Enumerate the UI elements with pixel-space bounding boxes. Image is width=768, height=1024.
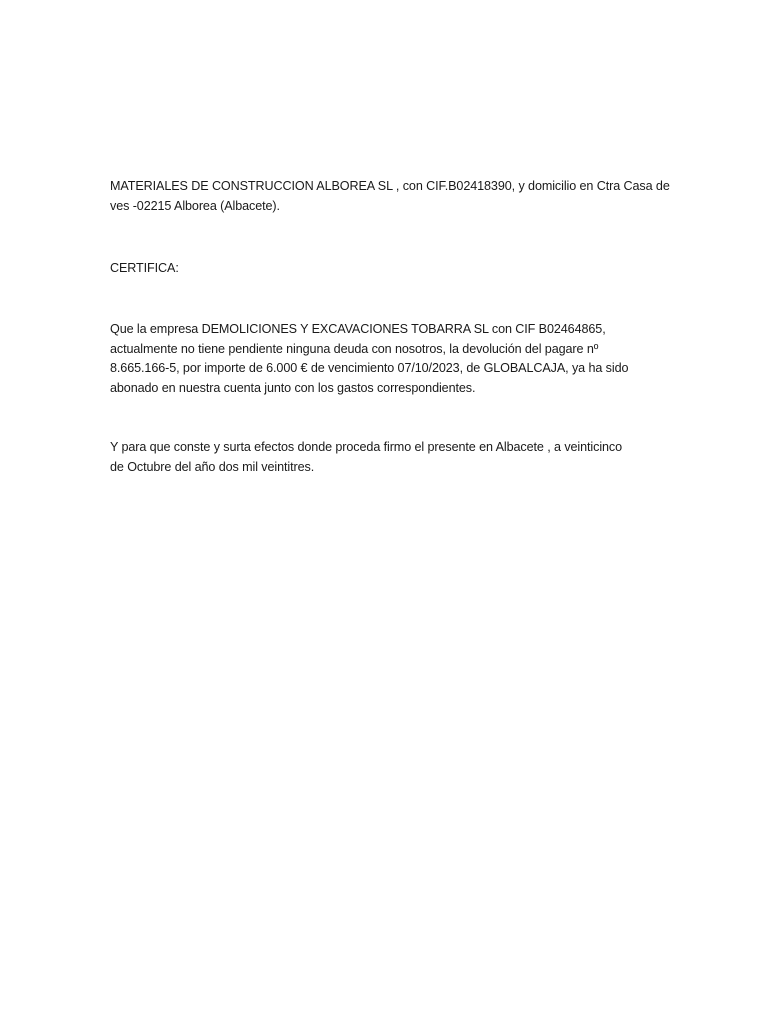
certification-body-line-4: abonado en nuestra cuenta junto con los gastos correspondientes. bbox=[110, 380, 476, 395]
certifica-heading bbox=[110, 259, 670, 279]
company-info-paragraph bbox=[110, 177, 670, 216]
company-info-line-2: ves -02215 Alborea (Albacete). bbox=[110, 198, 280, 213]
company-info-line-1: MATERIALES DE CONSTRUCCION ALBOREA SL , con CIF.B02418390, y domicilio en Ctra Casa de bbox=[110, 179, 670, 193]
closing-line-1: Y para que conste y surta efectos donde proceda firmo el presente en Albacete , a veinticinco bbox=[110, 440, 623, 454]
certifica-heading-text: CERTIFICA: bbox=[110, 261, 179, 275]
certification-body-line-1: Que la empresa DEMOLICIONES Y EXCAVACIONES TOBARRA SL con CIF B02464865, bbox=[110, 322, 606, 336]
closing-line-2: de Octubre del año dos mil veintitres. bbox=[110, 459, 315, 474]
certification-body-paragraph bbox=[110, 320, 670, 398]
certification-body-line-2: actualmente no tiene pendiente ninguna deuda con nosotros, la devolución del pagare nº bbox=[110, 341, 599, 356]
certification-body-line-3: 8.665.166-5, por importe de 6.000 € de vencimiento 07/10/2023, de GLOBALCAJA, ya ha sido bbox=[110, 361, 629, 375]
closing-paragraph bbox=[110, 438, 670, 477]
